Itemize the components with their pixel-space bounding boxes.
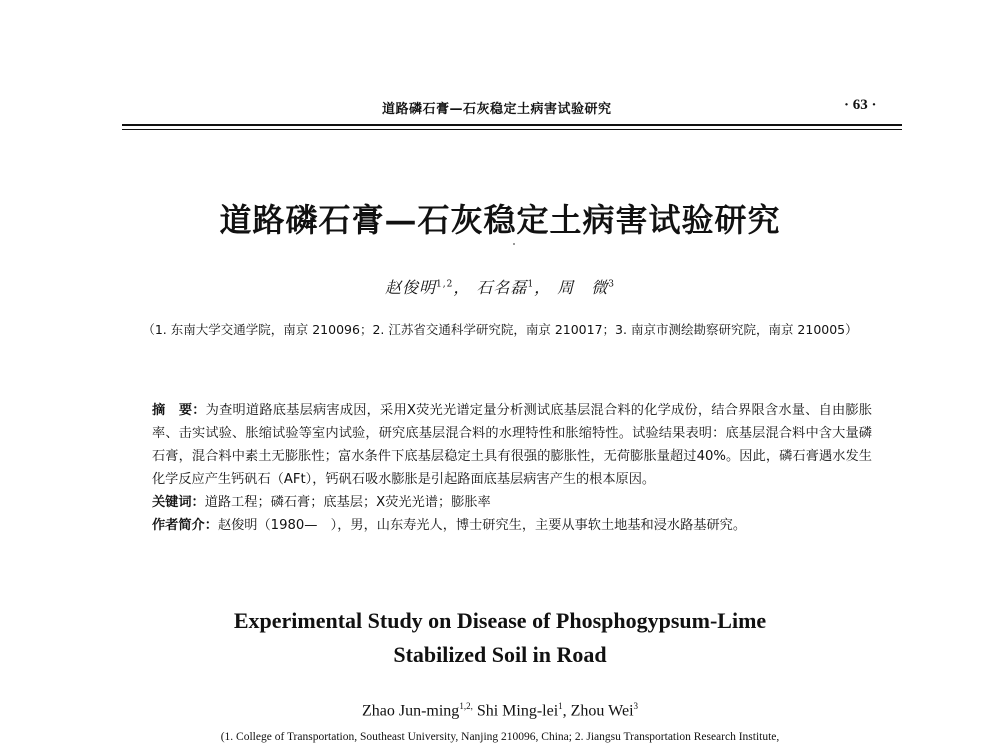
authors-cn [0,275,1000,298]
author-separator: ， [534,278,552,297]
author-bio-paragraph [152,514,872,537]
author-affil-mark-en: 1 [558,701,563,711]
abstract-label: 摘 要： [152,403,206,418]
author-name-en: Shi Ming-lei [476,702,559,720]
author-separator: ， [453,278,471,297]
author-bio-text: 赵俊明（1980— ），男，山东寿光人，博士研究生，主要从事软土地基和浸水路基研究。 [217,518,747,533]
author-name: 赵俊明 [384,278,436,297]
author-affil-mark: 1 [527,279,535,290]
author-name: 石名磊 [476,278,528,297]
running-header [0,96,1000,118]
affiliations-en: (1. College of Transportation, Southeast University, Nanjing 210096, China; 2. Jiangsu Transportation Research Institute, [220,731,780,743]
authors-en [0,701,1000,720]
page-number: · 63 · [844,97,877,113]
paper-title-en [0,604,1000,672]
abstract-text: 为查明道路底基层病害成因，采用X荧光光谱定量分析测试底基层混合料的化学成份，结合界限含水量、自由膨胀率、击实试验、胀缩试验等室内试验，研究底基层混合料的水理特性和胀缩特性。试验结果表明：底基层混合料中含大量磷石膏，混合料中素土无膨胀性；富水条件下底基层稳定土具有很强的膨胀性，无荷膨胀量超过40%。因此，磷石膏遇水发生化学反应产生钙矾石（AFt），钙矾石吸水膨胀是引起路面底基层病害产生的根本原因。 [152,403,873,487]
affiliations-cn: （1. 东南大学交通学院，南京 210096；2. 江苏省交通科学研究院，南京 210017；3. 南京市测绘勘察研究院，南京 210005） [142,322,858,337]
abstract-paragraph [152,399,872,491]
title-en-line-2: Stabilized Soil in Road [393,642,607,667]
header-rule-thick [122,124,902,126]
author-name-en: Zhao Jun-ming [361,702,460,720]
keywords-paragraph [152,491,872,514]
author-separator-en: , [562,702,567,720]
running-title: 道路磷石膏—石灰稳定土病害试验研究 [382,102,612,117]
keywords-text: 道路工程；磷石膏；底基层；X荧光光谱；膨胀率 [204,495,491,510]
scan-speck [513,243,515,245]
author-affil-mark-en: 1,2, [459,701,473,711]
author-bio-label: 作者简介： [152,518,218,533]
author-name: 周 微 [557,278,609,297]
title-en-line-1: Experimental Study on Disease of Phosphogypsum-Lime [233,608,767,633]
author-affil-mark: 3 [608,279,616,290]
keywords-label: 关键词： [152,495,205,510]
header-rule-thin [122,129,902,130]
paper-title-cn: 道路磷石膏—石灰稳定土病害试验研究 [219,201,781,239]
author-name-en: Zhou Wei [570,702,634,720]
author-affil-mark-en: 3 [633,701,639,711]
author-affil-mark: 1,2 [435,279,454,290]
abstract-block [152,399,872,537]
